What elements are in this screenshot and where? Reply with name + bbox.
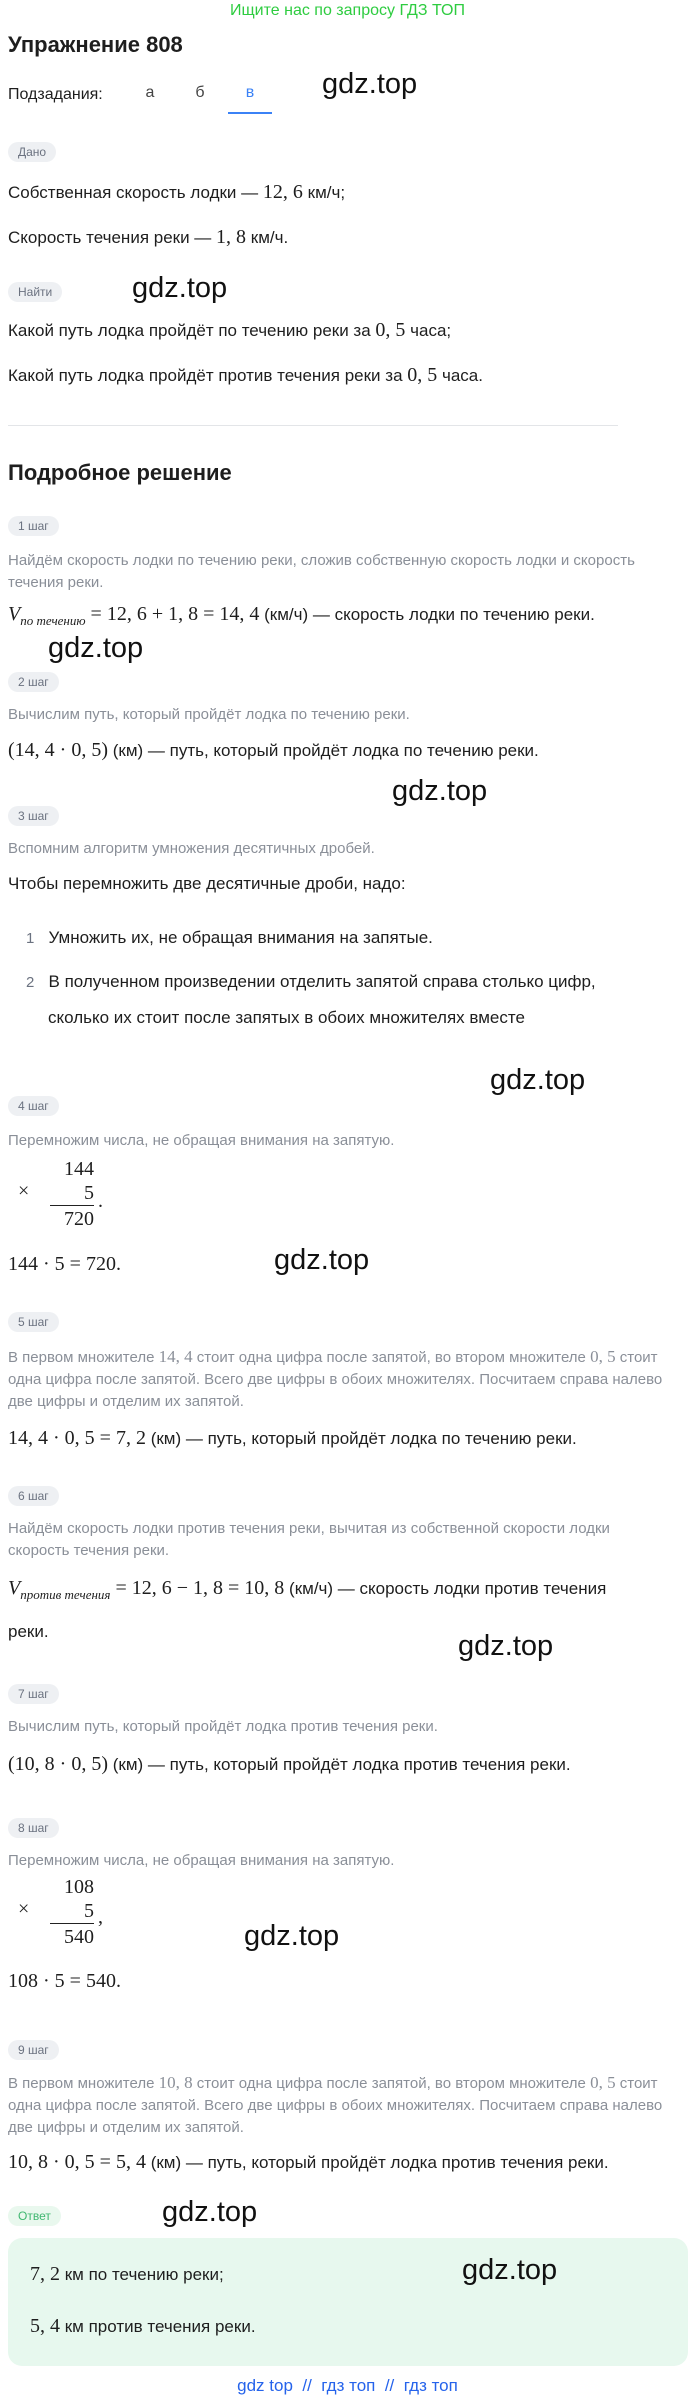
step-4-result: 720 [64, 1208, 94, 1230]
watermark: gdz.top [490, 1064, 586, 1096]
step-7-badge: 7 шаг [8, 1684, 59, 1704]
step-4-times: × [18, 1180, 30, 1202]
step-8-times: × [18, 1898, 30, 1920]
find-line-2: Какой путь лодка пройдёт против течения реки за 0, 5 часа. [8, 364, 483, 386]
step-8-dot: , [98, 1906, 103, 1928]
step-1-formula: $V_{по течению} = 12$, 6 + 1, 8 = 14, 4 (км/ч) — скорость лодки по течению реки. [8, 603, 595, 628]
watermark: gdz.top [458, 1630, 554, 1662]
watermark: gdz.top [462, 2254, 558, 2286]
solution-title: Подробное решение [8, 460, 232, 485]
watermark: gdz.top [48, 632, 144, 664]
step-8-result: 540 [64, 1926, 94, 1948]
step-1-badge: 1 шаг [8, 516, 59, 536]
step-4-hint: Перемножим числа, не обращая внимания на запятую. [8, 1132, 395, 1149]
answer-line-1: 7, 2 км по течению реки; [30, 2263, 224, 2285]
watermark: gdz.top [244, 1920, 340, 1952]
step-6-badge: 6 шаг [8, 1486, 59, 1506]
watermark: gdz.top [162, 2196, 258, 2228]
given-badge: Дано [8, 142, 56, 162]
step-3-item-1: 1 Умножить их, не обращая внимания на запятые. [26, 928, 433, 947]
step-2-badge: 2 шаг [8, 672, 59, 692]
tab-b[interactable]: б [195, 84, 205, 101]
watermark: gdz.top [274, 1244, 370, 1276]
answer-line-2: 5, 4 км против течения реки. [30, 2315, 256, 2337]
step-5-badge: 5 шаг [8, 1312, 59, 1332]
step-4-equation: 144 · 5 = 720. [8, 1253, 121, 1275]
step-5-formula: 14, 4 · 0, 5 = 7, 2 (км) — путь, который пройдёт лодка по течению реки. [8, 1427, 577, 1449]
step-4-bottom: 5 [50, 1182, 94, 1206]
step-3-hint: Вспомним алгоритм умножения десятичных дробей. [8, 840, 375, 857]
step-9-formula: 10, 8 · 0, 5 = 5, 4 (км) — путь, который пройдёт лодка против течения реки. [8, 2151, 609, 2173]
answer-box [8, 2238, 688, 2366]
promo-link[interactable]: Ищите нас по запросу ГДЗ ТОП [230, 2, 465, 19]
given-line-1: Собственная скорость лодки — 12, 6 км/ч; [8, 181, 346, 203]
step-8-equation: 108 · 5 = 540. [8, 1970, 121, 1992]
step-1-hint: Найдём скорость лодки по течению реки, сложив собственную скорость лодки и скорость течения реки. [8, 552, 635, 591]
step-8-bottom: 5 [50, 1900, 94, 1924]
step-5-hint: В первом множителе 14, 4 стоит одна цифра после запятой, во втором множителе 0, 5 стоит одна цифра после запятой. Всего две цифры в обоих множителях. Посчитаем справа налево две цифры и отделим их запятой. [8, 1347, 663, 1410]
footer-links[interactable]: gdz top // гдз топ // гдз топ [237, 2376, 458, 2395]
step-4-top: 144 [64, 1158, 94, 1180]
step-4-badge: 4 шаг [8, 1096, 59, 1116]
step-6-formula-cont: реки. [8, 1622, 49, 1641]
step-7-formula: (10, 8 · 0, 5) (км) — путь, который пройдёт лодка против течения реки. [8, 1753, 571, 1775]
subtasks-label: Подзадания: [8, 86, 103, 103]
watermark: gdz.top [392, 775, 488, 807]
step-6-hint: Найдём скорость лодки против течения реки, вычитая из собственной скорости лодки скорость течения реки. [8, 1520, 610, 1559]
step-9-badge: 9 шаг [8, 2040, 59, 2060]
step-3-item-2-cont: сколько их стоит после запятых в обоих множителях вместе [48, 1008, 525, 1027]
divider [8, 425, 618, 426]
answer-badge: Ответ [8, 2206, 61, 2226]
tab-v[interactable]: в [228, 84, 272, 114]
step-9-hint: В первом множителе 10, 8 стоит одна цифра после запятой, во втором множителе 0, 5 стоит одна цифра после запятой. Всего две цифры в обоих множителях. Посчитаем справа налево две цифры и отделим их запятой. [8, 2073, 663, 2136]
step-4-dot: . [98, 1190, 103, 1212]
given-line-2: Скорость течения реки — 1, 8 км/ч. [8, 226, 289, 248]
find-line-1: Какой путь лодка пройдёт по течению реки за 0, 5 часа; [8, 319, 452, 341]
tab-a[interactable]: а [145, 84, 155, 101]
step-8-top: 108 [64, 1876, 94, 1898]
step-8-hint: Перемножим числа, не обращая внимания на запятую. [8, 1852, 395, 1869]
watermark: gdz.top [322, 68, 418, 100]
step-6-formula: $V_{против течения} = 12$, 6 − 1, 8 = 10, 8 (км/ч) — скорость лодки против течения [8, 1577, 607, 1602]
watermark: gdz.top [132, 272, 228, 304]
step-3-item-2: 2 В полученном произведении отделить запятой справа столько цифр, [26, 972, 596, 991]
step-2-hint: Вычислим путь, который пройдёт лодка по течению реки. [8, 706, 410, 723]
find-badge: Найти [8, 282, 62, 302]
step-3-badge: 3 шаг [8, 806, 59, 826]
step-2-formula: (14, 4 · 0, 5) (км) — путь, который пройдёт лодка по течению реки. [8, 739, 539, 761]
step-8-badge: 8 шаг [8, 1818, 59, 1838]
page-title: Упражнение 808 [8, 32, 183, 57]
step-3-intro: Чтобы перемножить две десятичные дроби, надо: [8, 874, 406, 893]
step-7-hint: Вычислим путь, который пройдёт лодка против течения реки. [8, 1718, 438, 1735]
